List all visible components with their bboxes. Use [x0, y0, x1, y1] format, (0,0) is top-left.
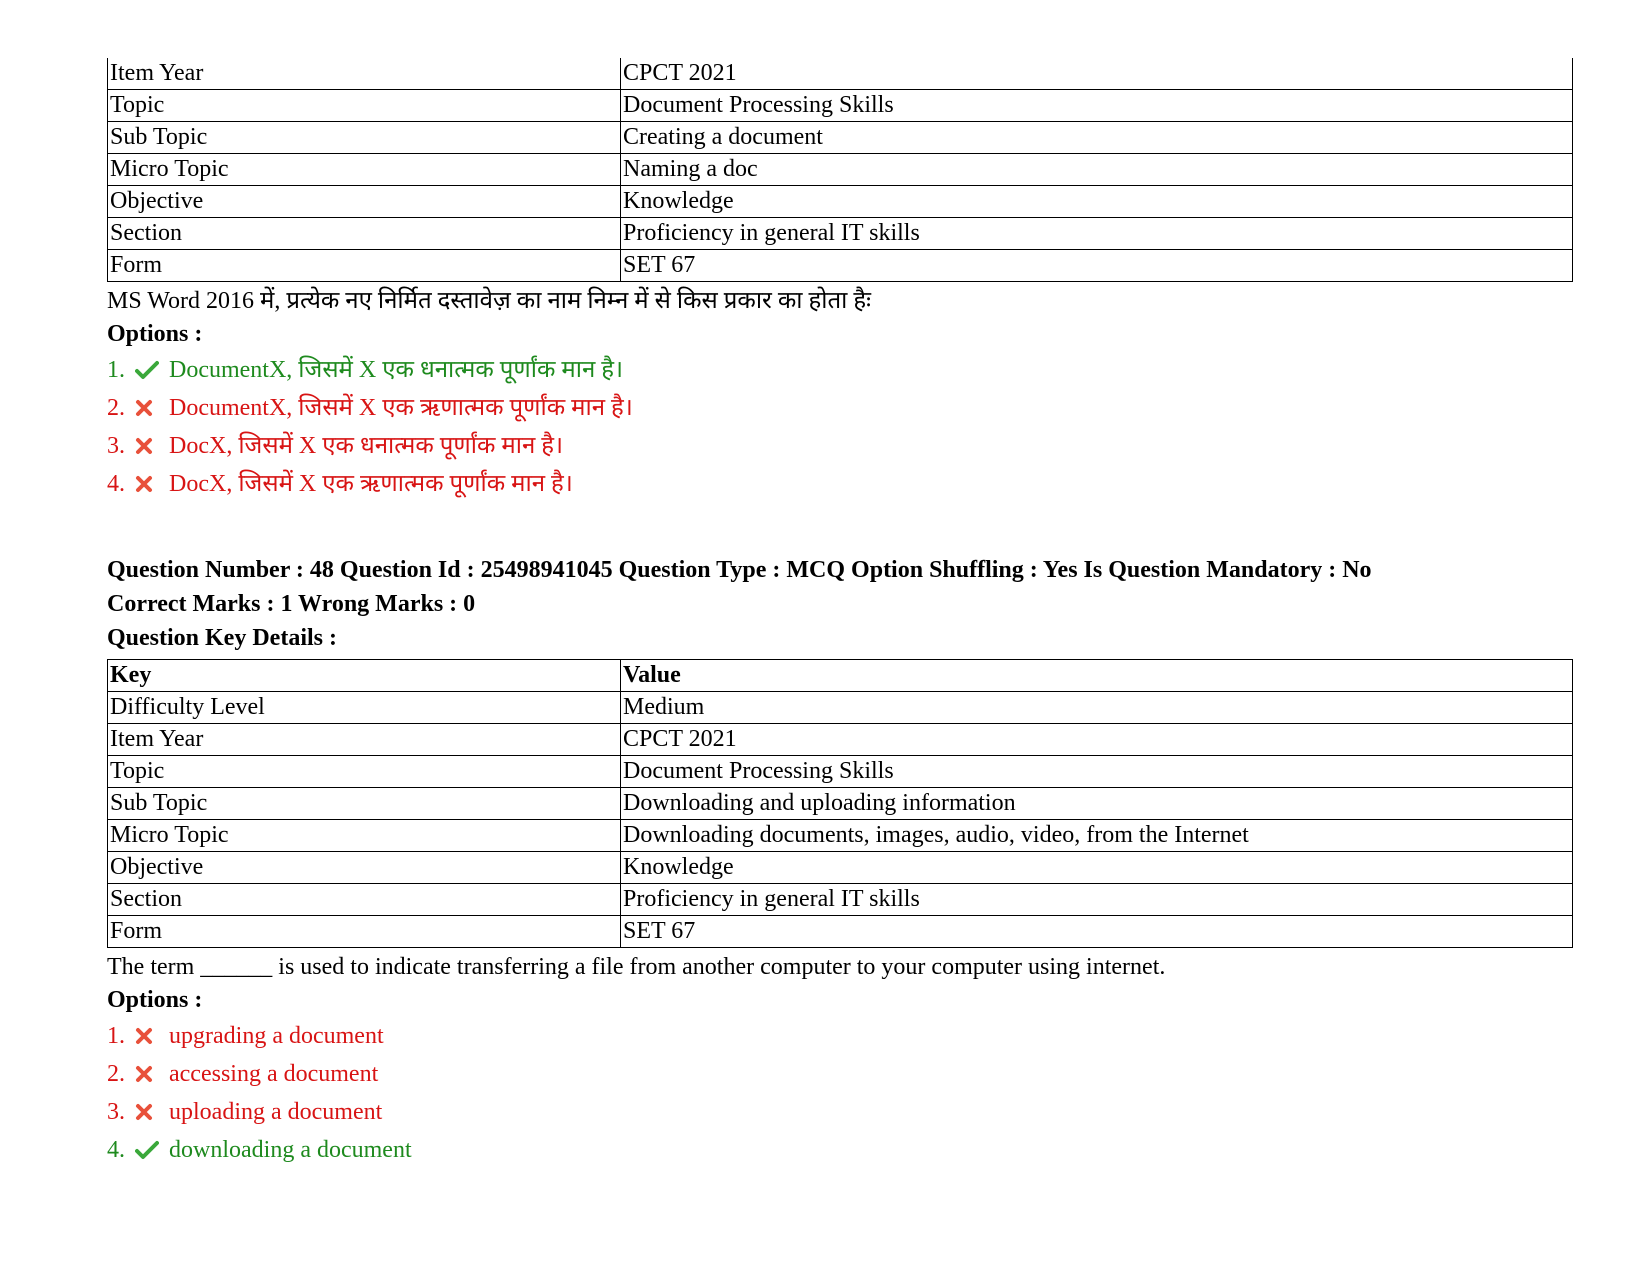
table-row	[108, 756, 1573, 788]
row-value: Naming a doc	[621, 154, 1573, 186]
row-key: Micro Topic	[108, 154, 621, 186]
table-row	[108, 154, 1573, 186]
row-value: Knowledge	[621, 852, 1573, 884]
option-number: 4.	[107, 471, 125, 497]
row-key: Item Year	[108, 58, 621, 90]
option-text: accessing a document	[169, 1061, 379, 1087]
option-item	[107, 1055, 1573, 1093]
row-value: CPCT 2021	[621, 724, 1573, 756]
cross-icon	[135, 1065, 165, 1083]
table-header-row	[108, 660, 1573, 692]
document-page	[107, 58, 1573, 1169]
table-row	[108, 90, 1573, 122]
row-key: Section	[108, 218, 621, 250]
checkmark-icon	[135, 1140, 165, 1160]
cross-icon	[135, 475, 165, 493]
options-list-2	[107, 1017, 1573, 1169]
option-number: 1.	[107, 357, 125, 383]
cross-icon	[135, 1027, 165, 1045]
option-number: 4.	[107, 1137, 125, 1163]
header-key: Key	[108, 660, 621, 692]
cross-icon	[135, 399, 165, 417]
option-text: uploading a document	[169, 1099, 383, 1125]
option-item	[107, 1017, 1573, 1055]
option-number: 3.	[107, 1099, 125, 1125]
option-item	[107, 389, 1573, 427]
question-key-table-2	[107, 659, 1573, 948]
table-row	[108, 122, 1573, 154]
option-item	[107, 465, 1573, 503]
option-item	[107, 427, 1573, 465]
row-value: Medium	[621, 692, 1573, 724]
table-row	[108, 852, 1573, 884]
row-key: Micro Topic	[108, 820, 621, 852]
key-details-label: Question Key Details :	[107, 625, 337, 651]
question-key-table-1	[107, 58, 1573, 282]
row-key: Objective	[108, 186, 621, 218]
row-value: Creating a document	[621, 122, 1573, 154]
option-text: DocumentX, जिसमें X एक ऋणात्मक पूर्णांक मान है।	[169, 395, 633, 421]
row-value: Document Processing Skills	[621, 90, 1573, 122]
marks-line: Correct Marks : 1 Wrong Marks : 0	[107, 591, 476, 617]
question-text-2: The term ______ is used to indicate transferring a file from another computer to your computer using internet.	[107, 954, 1166, 980]
option-number: 2.	[107, 395, 125, 421]
table-row	[108, 218, 1573, 250]
row-value: Proficiency in general IT skills	[621, 218, 1573, 250]
row-value: Knowledge	[621, 186, 1573, 218]
table-row	[108, 820, 1573, 852]
table-row	[108, 186, 1573, 218]
option-number: 1.	[107, 1023, 125, 1049]
question-block-2	[107, 553, 1573, 1169]
table-row	[108, 724, 1573, 756]
row-key: Topic	[108, 756, 621, 788]
option-text: DocX, जिसमें X एक धनात्मक पूर्णांक मान है।	[169, 433, 564, 459]
row-value: Proficiency in general IT skills	[621, 884, 1573, 916]
checkmark-icon	[135, 360, 165, 380]
options-list-1	[107, 351, 1573, 503]
row-key: Sub Topic	[108, 788, 621, 820]
option-number: 2.	[107, 1061, 125, 1087]
option-item	[107, 1131, 1573, 1169]
option-item	[107, 351, 1573, 389]
table-row	[108, 58, 1573, 90]
options-label-2: Options :	[107, 987, 203, 1013]
cross-icon	[135, 1103, 165, 1121]
table-row	[108, 788, 1573, 820]
table-row	[108, 916, 1573, 948]
header-value: Value	[621, 660, 1573, 692]
row-key: Item Year	[108, 724, 621, 756]
option-text: downloading a document	[169, 1137, 412, 1163]
row-value: Downloading and uploading information	[621, 788, 1573, 820]
option-number: 3.	[107, 433, 125, 459]
table-row	[108, 250, 1573, 282]
row-key: Difficulty Level	[108, 692, 621, 724]
options-label-1: Options :	[107, 321, 203, 347]
row-key: Section	[108, 884, 621, 916]
option-text: DocumentX, जिसमें X एक धनात्मक पूर्णांक मान है।	[169, 357, 624, 383]
cross-icon	[135, 437, 165, 455]
option-text: DocX, जिसमें X एक ऋणात्मक पूर्णांक मान है।	[169, 471, 573, 497]
table-row	[108, 884, 1573, 916]
question-meta-line: Question Number : 48 Question Id : 25498941045 Question Type : MCQ Option Shuffling : Yes Is Question Mandatory : No	[107, 557, 1372, 583]
row-value: Document Processing Skills	[621, 756, 1573, 788]
row-value: CPCT 2021	[621, 58, 1573, 90]
row-key: Objective	[108, 852, 621, 884]
question-text-1: MS Word 2016 में, प्रत्येक नए निर्मित दस्तावेज़ का नाम निम्न में से किस प्रकार का होता हैः	[107, 288, 871, 314]
table-row	[108, 692, 1573, 724]
row-value: SET 67	[621, 916, 1573, 948]
option-item	[107, 1093, 1573, 1131]
option-text: upgrading a document	[169, 1023, 384, 1049]
row-key: Topic	[108, 90, 621, 122]
row-key: Form	[108, 250, 621, 282]
row-key: Form	[108, 916, 621, 948]
row-value: Downloading documents, images, audio, video, from the Internet	[621, 820, 1573, 852]
row-key: Sub Topic	[108, 122, 621, 154]
row-value: SET 67	[621, 250, 1573, 282]
